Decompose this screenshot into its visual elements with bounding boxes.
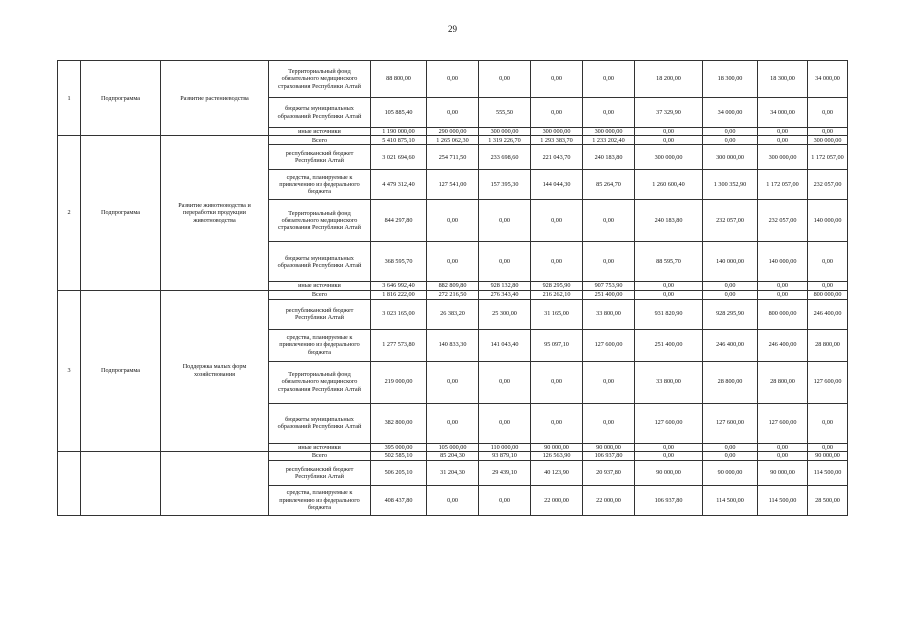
amount-cell: 114 500,00: [808, 460, 848, 485]
amount-cell: 290 000,00: [427, 128, 479, 136]
amount-cell: 28 800,00: [703, 361, 758, 403]
funding-source: Всего: [269, 136, 371, 145]
amount-cell: 95 097,10: [531, 329, 583, 361]
amount-cell: 0,00: [479, 403, 531, 443]
amount-cell: 233 698,60: [479, 145, 531, 170]
row-type: Подпрограмма: [81, 290, 161, 451]
amount-cell: 40 123,90: [531, 460, 583, 485]
funding-source: Всего: [269, 290, 371, 299]
amount-cell: 26 383,20: [427, 299, 479, 329]
page-number: 29: [448, 24, 457, 34]
amount-cell: 931 820,90: [635, 299, 703, 329]
amount-cell: 882 809,80: [427, 282, 479, 290]
amount-cell: 0,00: [427, 485, 479, 515]
amount-cell: 219 000,00: [371, 361, 427, 403]
amount-cell: 254 711,50: [427, 145, 479, 170]
funding-table-body: [58, 61, 848, 516]
row-number: [58, 451, 81, 515]
amount-cell: 0,00: [703, 136, 758, 145]
amount-cell: 34 000,00: [703, 98, 758, 128]
amount-cell: 141 043,40: [479, 329, 531, 361]
amount-cell: 90 000,00: [703, 460, 758, 485]
amount-cell: 20 937,80: [583, 460, 635, 485]
table-row: [58, 136, 848, 145]
amount-cell: 0,00: [531, 98, 583, 128]
funding-source: бюджеты муниципальных образований Республики Алтай: [269, 98, 371, 128]
amount-cell: 90 000,00: [531, 443, 583, 451]
amount-cell: 88 595,70: [635, 242, 703, 282]
amount-cell: 114 500,00: [758, 485, 808, 515]
amount-cell: 28 800,00: [808, 329, 848, 361]
amount-cell: 33 800,00: [583, 299, 635, 329]
subprogram-name: Развитие растениеводства: [161, 61, 269, 136]
amount-cell: 1 172 057,00: [808, 145, 848, 170]
amount-cell: 1 190 000,00: [371, 128, 427, 136]
amount-cell: 0,00: [808, 282, 848, 290]
amount-cell: 0,00: [583, 200, 635, 242]
amount-cell: 5 410 875,10: [371, 136, 427, 145]
amount-cell: 0,00: [758, 128, 808, 136]
row-type: Подпрограмма: [81, 61, 161, 136]
amount-cell: 240 183,80: [635, 200, 703, 242]
funding-source: Территориальный фонд обязательного медицинского страхования Республики Алтай: [269, 361, 371, 403]
funding-source: иные источники: [269, 128, 371, 136]
amount-cell: 276 343,40: [479, 290, 531, 299]
amount-cell: 0,00: [635, 282, 703, 290]
amount-cell: 506 205,10: [371, 460, 427, 485]
amount-cell: 0,00: [758, 290, 808, 299]
funding-source: Всего: [269, 451, 371, 460]
amount-cell: 0,00: [758, 282, 808, 290]
amount-cell: 90 000,00: [635, 460, 703, 485]
amount-cell: 140 000,00: [703, 242, 758, 282]
amount-cell: 33 800,00: [635, 361, 703, 403]
funding-source: иные источники: [269, 282, 371, 290]
amount-cell: 0,00: [758, 443, 808, 451]
amount-cell: 110 000,00: [479, 443, 531, 451]
amount-cell: 0,00: [479, 242, 531, 282]
amount-cell: 0,00: [635, 290, 703, 299]
amount-cell: 0,00: [531, 200, 583, 242]
amount-cell: 246 400,00: [703, 329, 758, 361]
amount-cell: 251 400,00: [635, 329, 703, 361]
row-number: 2: [58, 136, 81, 290]
amount-cell: 3 646 992,40: [371, 282, 427, 290]
amount-cell: 0,00: [583, 403, 635, 443]
row-type: Подпрограмма: [81, 136, 161, 290]
amount-cell: 1 233 202,40: [583, 136, 635, 145]
amount-cell: 0,00: [427, 361, 479, 403]
amount-cell: 0,00: [703, 451, 758, 460]
amount-cell: 0,00: [758, 136, 808, 145]
subprogram-name: [161, 451, 269, 515]
amount-cell: 140 000,00: [808, 200, 848, 242]
amount-cell: 1 277 573,80: [371, 329, 427, 361]
amount-cell: 1 293 383,70: [531, 136, 583, 145]
amount-cell: 31 204,30: [427, 460, 479, 485]
amount-cell: 29 439,10: [479, 460, 531, 485]
amount-cell: 800 000,00: [808, 290, 848, 299]
amount-cell: 0,00: [531, 61, 583, 98]
amount-cell: 90 000,00: [808, 451, 848, 460]
amount-cell: 0,00: [479, 200, 531, 242]
amount-cell: 382 800,00: [371, 403, 427, 443]
amount-cell: 0,00: [703, 443, 758, 451]
amount-cell: 1 319 226,70: [479, 136, 531, 145]
funding-source: республиканский бюджет Республики Алтай: [269, 145, 371, 170]
amount-cell: 395 000,00: [371, 443, 427, 451]
row-number: 1: [58, 61, 81, 136]
amount-cell: 0,00: [427, 61, 479, 98]
table-row: [58, 290, 848, 299]
funding-source: средства, планируемые к привлечению из федерального бюджета: [269, 485, 371, 515]
amount-cell: 221 043,70: [531, 145, 583, 170]
amount-cell: 0,00: [583, 361, 635, 403]
amount-cell: 18 200,00: [635, 61, 703, 98]
amount-cell: 0,00: [808, 98, 848, 128]
amount-cell: 90 000,00: [758, 460, 808, 485]
row-type: [81, 451, 161, 515]
amount-cell: 105 000,00: [427, 443, 479, 451]
amount-cell: 800 000,00: [758, 299, 808, 329]
amount-cell: 844 297,80: [371, 200, 427, 242]
amount-cell: 127 600,00: [808, 361, 848, 403]
amount-cell: 105 885,40: [371, 98, 427, 128]
funding-source: Территориальный фонд обязательного медицинского страхования Республики Алтай: [269, 61, 371, 98]
amount-cell: 85 204,30: [427, 451, 479, 460]
amount-cell: 0,00: [479, 485, 531, 515]
amount-cell: 127 600,00: [583, 329, 635, 361]
amount-cell: 140 833,30: [427, 329, 479, 361]
amount-cell: 0,00: [808, 128, 848, 136]
amount-cell: 126 563,90: [531, 451, 583, 460]
amount-cell: 0,00: [703, 128, 758, 136]
amount-cell: 0,00: [479, 361, 531, 403]
amount-cell: 232 057,00: [808, 170, 848, 200]
amount-cell: 0,00: [479, 61, 531, 98]
funding-source: бюджеты муниципальных образований Республики Алтай: [269, 242, 371, 282]
amount-cell: 251 400,00: [583, 290, 635, 299]
amount-cell: 25 300,00: [479, 299, 531, 329]
amount-cell: 37 329,90: [635, 98, 703, 128]
amount-cell: 34 000,00: [758, 98, 808, 128]
amount-cell: 3 021 694,60: [371, 145, 427, 170]
amount-cell: 272 216,50: [427, 290, 479, 299]
amount-cell: 0,00: [808, 403, 848, 443]
amount-cell: 246 400,00: [808, 299, 848, 329]
amount-cell: 368 595,70: [371, 242, 427, 282]
amount-cell: 0,00: [635, 136, 703, 145]
amount-cell: 1 265 062,30: [427, 136, 479, 145]
amount-cell: 300 000,00: [479, 128, 531, 136]
table-row: [58, 61, 848, 98]
amount-cell: 0,00: [583, 61, 635, 98]
amount-cell: 232 057,00: [703, 200, 758, 242]
row-number: 3: [58, 290, 81, 451]
amount-cell: 144 044,30: [531, 170, 583, 200]
amount-cell: 22 000,00: [583, 485, 635, 515]
amount-cell: 555,50: [479, 98, 531, 128]
table-row: [58, 451, 848, 460]
amount-cell: 0,00: [531, 242, 583, 282]
amount-cell: 4 479 312,40: [371, 170, 427, 200]
amount-cell: 22 000,00: [531, 485, 583, 515]
amount-cell: 300 000,00: [635, 145, 703, 170]
amount-cell: 0,00: [808, 443, 848, 451]
amount-cell: 1 260 600,40: [635, 170, 703, 200]
amount-cell: 127 600,00: [635, 403, 703, 443]
funding-source: республиканский бюджет Республики Алтай: [269, 460, 371, 485]
funding-source: республиканский бюджет Республики Алтай: [269, 299, 371, 329]
subprogram-name: Развитие животноводства и переработки продукции животноводства: [161, 136, 269, 290]
amount-cell: 34 000,00: [808, 61, 848, 98]
amount-cell: 502 585,10: [371, 451, 427, 460]
amount-cell: 1 172 057,00: [758, 170, 808, 200]
funding-source: Территориальный фонд обязательного медицинского страхования Республики Алтай: [269, 200, 371, 242]
amount-cell: 232 057,00: [758, 200, 808, 242]
amount-cell: 0,00: [808, 242, 848, 282]
amount-cell: 240 183,80: [583, 145, 635, 170]
amount-cell: 127 600,00: [758, 403, 808, 443]
amount-cell: 18 300,00: [703, 61, 758, 98]
amount-cell: 85 264,70: [583, 170, 635, 200]
amount-cell: 0,00: [635, 128, 703, 136]
amount-cell: 93 879,10: [479, 451, 531, 460]
amount-cell: 1 816 222,00: [371, 290, 427, 299]
amount-cell: 300 000,00: [531, 128, 583, 136]
amount-cell: 0,00: [427, 242, 479, 282]
amount-cell: 0,00: [635, 443, 703, 451]
amount-cell: 88 800,00: [371, 61, 427, 98]
amount-cell: 0,00: [427, 98, 479, 128]
amount-cell: 3 023 165,00: [371, 299, 427, 329]
amount-cell: 928 132,80: [479, 282, 531, 290]
amount-cell: 0,00: [531, 403, 583, 443]
amount-cell: 90 000,00: [583, 443, 635, 451]
funding-source: средства, планируемые к привлечению из федерального бюджета: [269, 170, 371, 200]
amount-cell: 928 295,90: [703, 299, 758, 329]
amount-cell: 0,00: [583, 242, 635, 282]
amount-cell: 246 400,00: [758, 329, 808, 361]
amount-cell: 0,00: [635, 451, 703, 460]
amount-cell: 300 000,00: [703, 145, 758, 170]
amount-cell: 0,00: [531, 361, 583, 403]
amount-cell: 907 753,90: [583, 282, 635, 290]
amount-cell: 300 000,00: [808, 136, 848, 145]
amount-cell: 18 300,00: [758, 61, 808, 98]
amount-cell: 0,00: [427, 403, 479, 443]
amount-cell: 31 165,00: [531, 299, 583, 329]
funding-source: средства, планируемые к привлечению из федерального бюджета: [269, 329, 371, 361]
amount-cell: 0,00: [703, 282, 758, 290]
amount-cell: 0,00: [583, 98, 635, 128]
funding-source: бюджеты муниципальных образований Республики Алтай: [269, 403, 371, 443]
funding-table: [57, 60, 848, 516]
subprogram-name: Поддержка малых форм хозяйствования: [161, 290, 269, 451]
amount-cell: 28 800,00: [758, 361, 808, 403]
amount-cell: 127 600,00: [703, 403, 758, 443]
funding-source: иные источники: [269, 443, 371, 451]
amount-cell: 114 500,00: [703, 485, 758, 515]
amount-cell: 408 437,80: [371, 485, 427, 515]
amount-cell: 0,00: [703, 290, 758, 299]
amount-cell: 157 395,30: [479, 170, 531, 200]
amount-cell: 216 262,10: [531, 290, 583, 299]
amount-cell: 300 000,00: [583, 128, 635, 136]
amount-cell: 28 500,00: [808, 485, 848, 515]
amount-cell: 300 000,00: [758, 145, 808, 170]
amount-cell: 140 000,00: [758, 242, 808, 282]
amount-cell: 106 937,80: [635, 485, 703, 515]
amount-cell: 0,00: [758, 451, 808, 460]
amount-cell: 928 295,90: [531, 282, 583, 290]
amount-cell: 1 300 352,90: [703, 170, 758, 200]
amount-cell: 106 937,80: [583, 451, 635, 460]
amount-cell: 127 541,00: [427, 170, 479, 200]
amount-cell: 0,00: [427, 200, 479, 242]
